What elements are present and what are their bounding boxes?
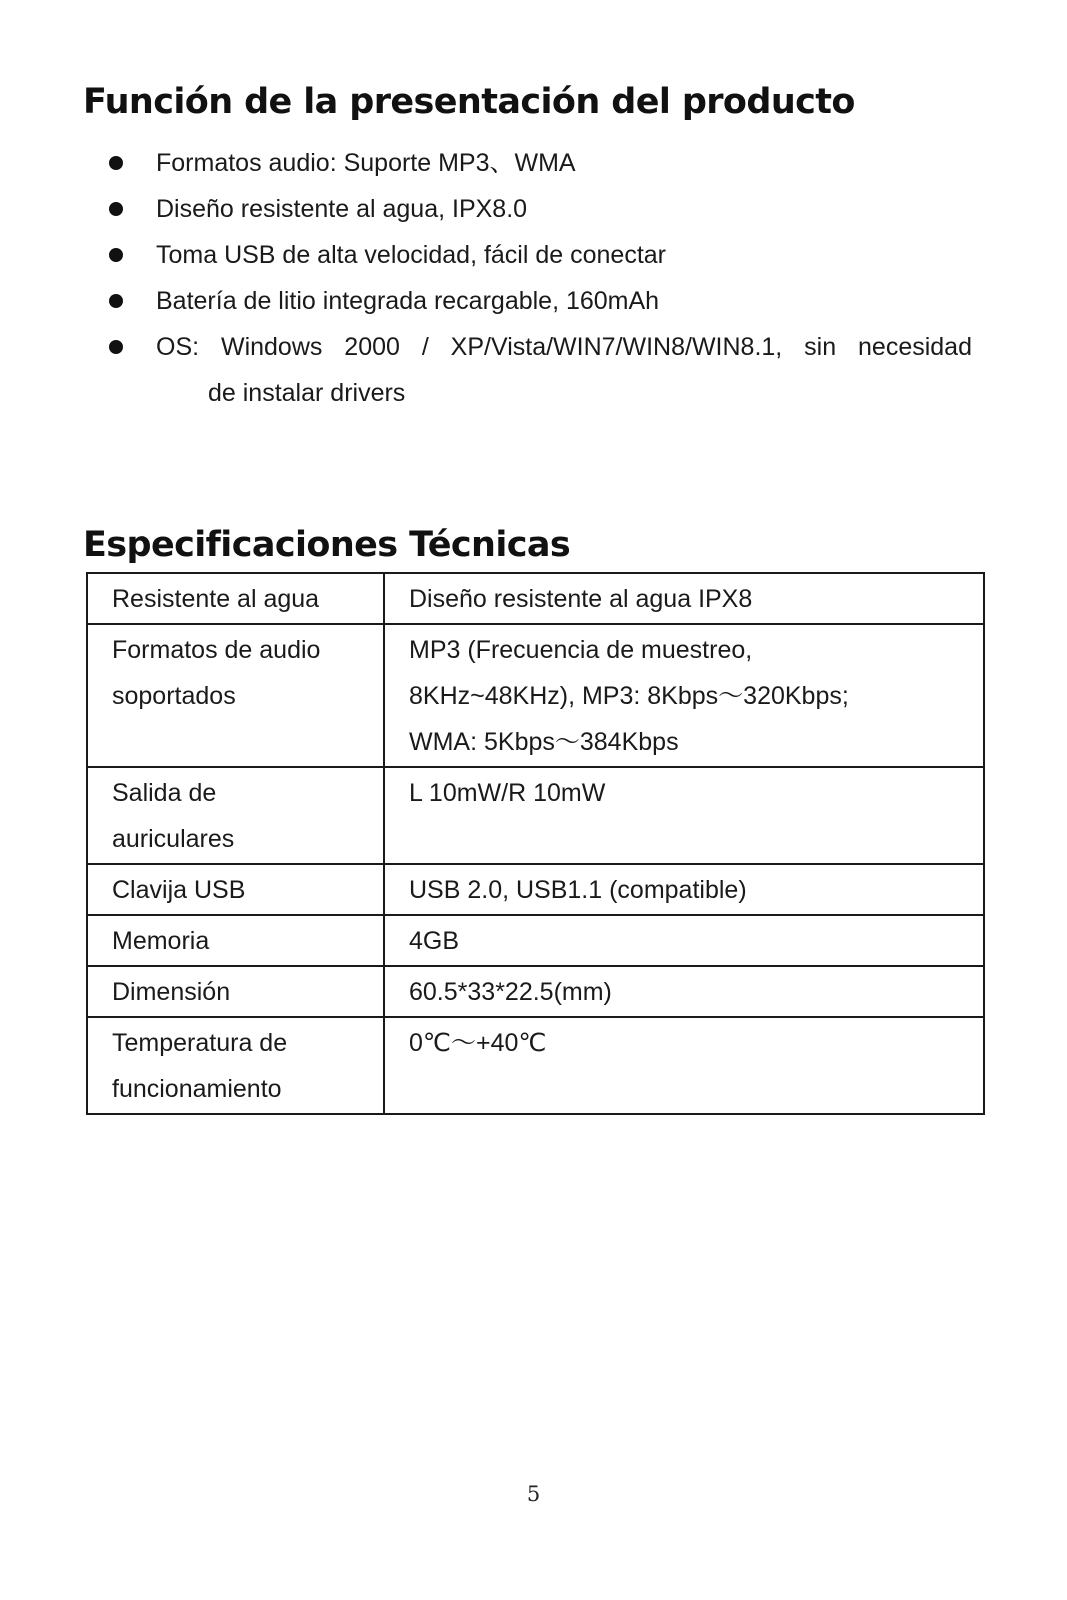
bullet-icon <box>109 294 123 308</box>
table-row <box>87 864 984 915</box>
spec-label-text: auriculares <box>112 825 235 853</box>
feature-text-continuation: de instalar drivers <box>208 379 406 407</box>
spec-value <box>384 915 984 966</box>
spec-value-text: 60.5*33*22.5(mm) <box>409 978 612 1006</box>
feature-text: Toma USB de alta velocidad, fácil de conectar <box>156 241 666 269</box>
feature-list <box>0 140 1067 416</box>
spec-value-text: Diseño resistente al agua IPX8 <box>409 585 753 613</box>
bullet-icon <box>109 248 123 262</box>
list-item <box>0 186 1067 232</box>
feature-text: OS: Windows 2000 / XP/Vista/WIN7/WIN8/WIN8.1, sin necesidad <box>156 333 972 361</box>
section-title-product-features: Función de la presentación del producto <box>83 82 855 122</box>
table-row <box>87 767 984 864</box>
spec-value <box>384 864 984 915</box>
bullet-icon <box>109 156 123 170</box>
specs-table <box>86 572 985 1115</box>
spec-value-text: 8KHz~48KHz), MP3: 8Kbps～320Kbps; <box>409 682 849 710</box>
spec-label-text: Temperatura de <box>112 1029 288 1057</box>
page-number: 5 <box>526 1482 541 1506</box>
spec-value <box>384 573 984 624</box>
list-item <box>0 140 1067 186</box>
list-item <box>0 278 1067 324</box>
spec-value <box>384 1017 984 1114</box>
table-row <box>87 624 984 767</box>
spec-value-text: WMA: 5Kbps～384Kbps <box>409 728 679 756</box>
section-title-technical-specs: Especificaciones Técnicas <box>83 525 571 565</box>
spec-label <box>87 624 384 767</box>
spec-label <box>87 966 384 1017</box>
table-row <box>87 966 984 1017</box>
spec-label <box>87 864 384 915</box>
spec-label <box>87 915 384 966</box>
table-row <box>87 573 984 624</box>
spec-label-text: funcionamiento <box>112 1075 282 1103</box>
spec-value <box>384 767 984 864</box>
feature-text: Diseño resistente al agua, IPX8.0 <box>156 195 528 223</box>
spec-label-text: Memoria <box>112 927 210 955</box>
spec-label-text: Formatos de audio <box>112 636 321 664</box>
list-item <box>0 232 1067 278</box>
spec-label <box>87 1017 384 1114</box>
spec-value-text: L 10mW/R 10mW <box>409 779 606 807</box>
spec-label <box>87 573 384 624</box>
table-row <box>87 915 984 966</box>
spec-label-text: Resistente al agua <box>112 585 320 613</box>
table-row <box>87 1017 984 1114</box>
spec-value-text: 0℃～+40℃ <box>409 1029 547 1057</box>
bullet-icon <box>109 340 123 354</box>
spec-label-text: Dimensión <box>112 978 231 1006</box>
spec-value-text: MP3 (Frecuencia de muestreo, <box>409 636 753 664</box>
feature-text: Batería de litio integrada recargable, 160mAh <box>156 287 660 315</box>
spec-label <box>87 767 384 864</box>
spec-label-text: Salida de <box>112 779 217 807</box>
spec-label-text: Clavija USB <box>112 876 246 904</box>
feature-text: Formatos audio: Suporte MP3、WMA <box>156 149 576 177</box>
spec-value <box>384 624 984 767</box>
spec-label-text: soportados <box>112 682 236 710</box>
spec-value-text: 4GB <box>409 927 460 955</box>
spec-value <box>384 966 984 1017</box>
spec-value-text: USB 2.0, USB1.1 (compatible) <box>409 876 747 904</box>
list-item <box>0 324 1067 416</box>
bullet-icon <box>109 202 123 216</box>
